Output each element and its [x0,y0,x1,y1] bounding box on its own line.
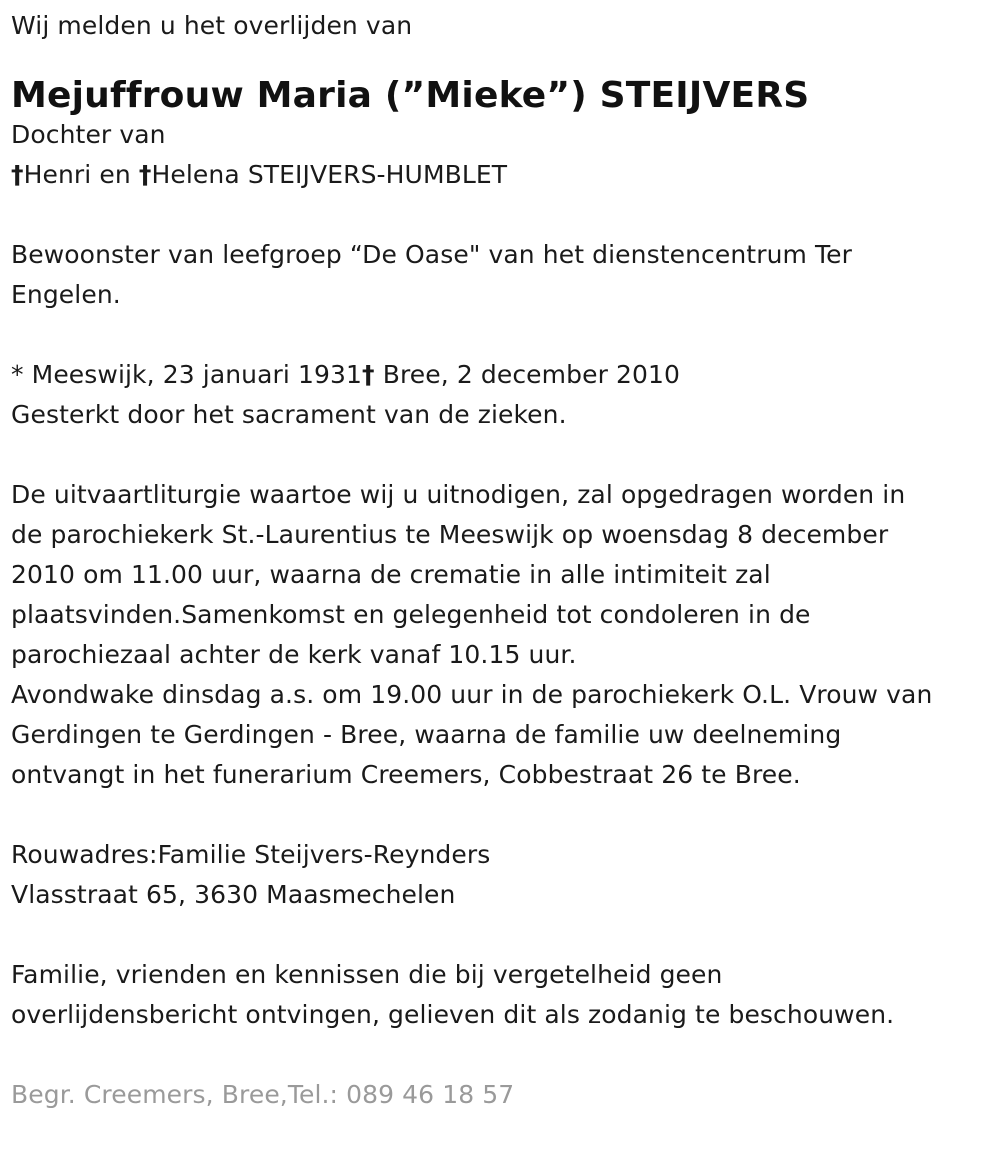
sacrament-line: Gesterkt door het sacrament van de zieken. [11,400,567,429]
residence-line: Engelen. [11,280,121,309]
funeral-line: De uitvaartliturgie waartoe wij u uitnodigen, zal opgedragen worden in [11,480,906,509]
spacer [11,195,988,235]
residence-line: Bewoonster van leefgroep “De Oase" van het dienstencentrum Ter [11,240,853,269]
parents-label: Dochter van [11,120,166,149]
vigil-line: Avondwake dinsdag a.s. om 19.00 uur in de parochiekerk O.L. Vrouw van [11,680,933,709]
funeral-line: plaatsvinden.Samenkomst en gelegenheid tot condoleren in de [11,600,811,629]
deceased-name: Mejuffrouw Maria (”Mieke”) STEIJVERS [11,75,810,116]
birth-info: * Meeswijk, 23 januari 1931 [11,360,363,389]
vigil-line: Gerdingen te Gerdingen - Bree, waarna de familie uw deelneming [11,720,842,749]
cross-icon: † [11,160,24,189]
mother-name: Helena STEIJVERS-HUMBLET [151,160,508,189]
spacer [11,315,988,355]
funeral-line: parochiezaal achter de kerk vanaf 10.15 uur. [11,640,577,669]
cross-icon: † [362,360,375,389]
notice-line: overlijdensbericht ontvingen, gelieven dit als zodanig te beschouwen. [11,1000,895,1029]
mourning-address-line: Vlasstraat 65, 3630 Maasmechelen [11,880,456,909]
spacer [11,795,988,835]
parents-line [11,155,988,195]
funeral-line: 2010 om 11.00 uur, waarna de crematie in alle intimiteit zal [11,560,771,589]
spacer [11,435,988,475]
funeral-home-footer: Begr. Creemers, Bree,Tel.: 089 46 18 57 [11,1080,515,1109]
mourning-address-line: Rouwadres:Familie Steijvers-Reynders [11,840,491,869]
cross-icon: † [138,160,152,189]
dates-line [11,355,988,395]
death-info: Bree, 2 december 2010 [374,360,681,389]
vigil-line: ontvangt in het funerarium Creemers, Cobbestraat 26 te Bree. [11,760,801,789]
father-name: Henri en [23,160,139,189]
spacer [11,915,988,955]
intro-text: Wij melden u het overlijden van [11,11,413,40]
funeral-line: de parochiekerk St.-Laurentius te Meeswijk op woensdag 8 december [11,520,889,549]
spacer [11,1035,988,1075]
notice-line: Familie, vrienden en kennissen die bij vergetelheid geen [11,960,723,989]
